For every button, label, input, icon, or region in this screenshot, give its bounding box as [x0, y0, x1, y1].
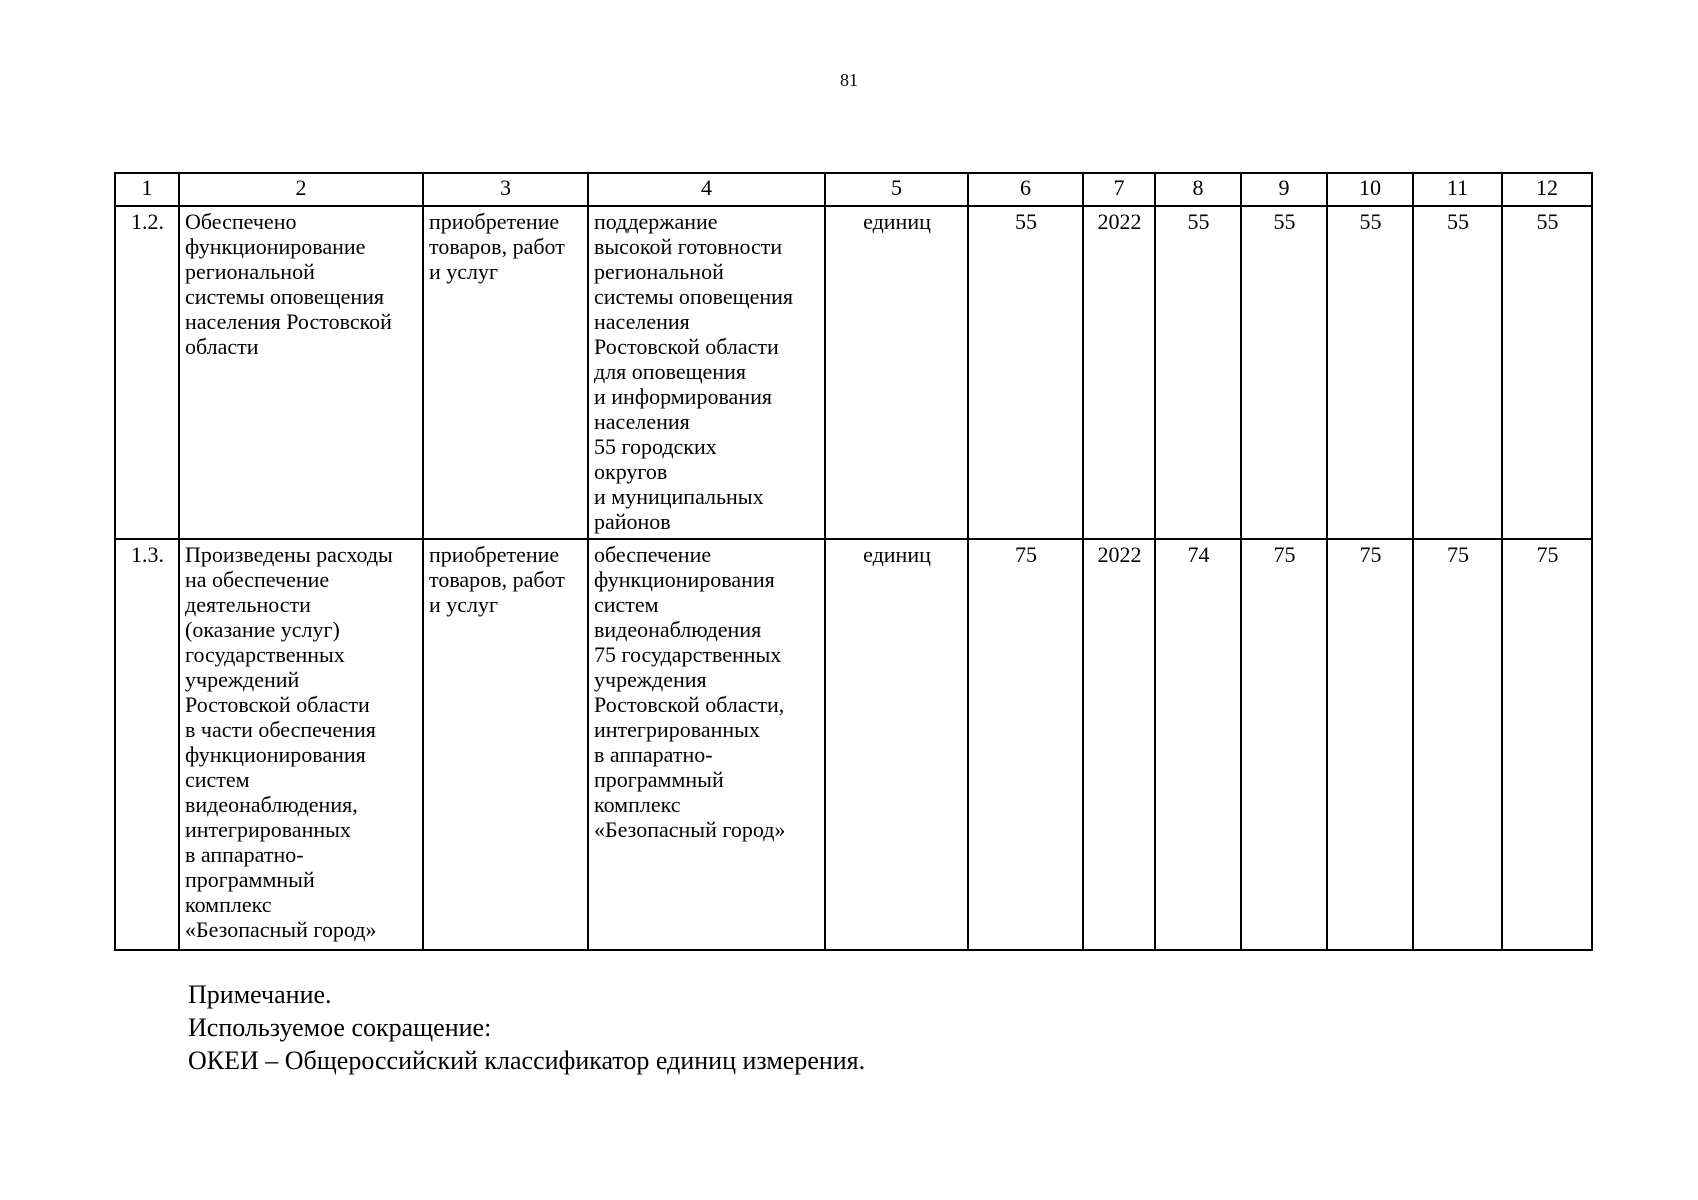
header-cell: 3 — [423, 173, 588, 206]
unit-cell: единиц — [825, 539, 968, 950]
base-value-cell: 55 — [968, 206, 1083, 539]
value-cell: 55 — [1327, 206, 1413, 539]
header-cell: 4 — [588, 173, 825, 206]
header-cell: 11 — [1413, 173, 1502, 206]
value-cell: 75 — [1327, 539, 1413, 950]
value-cell: 75 — [1413, 539, 1502, 950]
base-year-cell: 2022 — [1083, 539, 1155, 950]
header-cell: 7 — [1083, 173, 1155, 206]
base-year-cell: 2022 — [1083, 206, 1155, 539]
note-line: ОКЕИ – Общероссийский классификатор единиц измерения. — [188, 1046, 866, 1075]
result-type: приобретение товаров, работ и услуг — [423, 539, 588, 950]
result-characteristic: поддержание высокой готовности региональной системы оповещения населения Ростовской области для оповещения и информирования населения 55 городских округов и муниципальных районов — [588, 206, 825, 539]
note-block — [188, 978, 865, 1077]
header-cell: 6 — [968, 173, 1083, 206]
row-number: 1.2. — [115, 206, 179, 539]
note-line: Используемое сокращение: — [188, 1013, 492, 1042]
header-cell: 9 — [1241, 173, 1327, 206]
value-cell: 75 — [1241, 539, 1327, 950]
unit-cell: единиц — [825, 206, 968, 539]
header-cell: 1 — [115, 173, 179, 206]
value-cell: 74 — [1155, 539, 1241, 950]
header-cell: 12 — [1502, 173, 1592, 206]
page-number: 81 — [840, 70, 858, 90]
value-cell: 55 — [1502, 206, 1592, 539]
results-table — [114, 172, 1593, 951]
base-value-cell: 75 — [968, 539, 1083, 950]
result-characteristic: обеспечение функционирования систем видеонаблюдения 75 государственных учреждения Ростовской области, интегрированных в аппаратно- программный комплекс «Безопасный город» — [588, 539, 825, 950]
result-type: приобретение товаров, работ и услуг — [423, 206, 588, 539]
header-cell: 5 — [825, 173, 968, 206]
table-row — [115, 206, 1592, 539]
value-cell: 75 — [1502, 539, 1592, 950]
header-cell: 10 — [1327, 173, 1413, 206]
table-row — [115, 539, 1592, 950]
row-number: 1.3. — [115, 539, 179, 950]
header-cell: 2 — [179, 173, 423, 206]
table-header-row — [115, 173, 1592, 206]
header-cell: 8 — [1155, 173, 1241, 206]
note-title: Примечание. — [188, 980, 332, 1009]
value-cell: 55 — [1241, 206, 1327, 539]
value-cell: 55 — [1155, 206, 1241, 539]
result-name: Обеспечено функционирование региональной системы оповещения населения Ростовской области — [179, 206, 423, 539]
value-cell: 55 — [1413, 206, 1502, 539]
result-name: Произведены расходы на обеспечение деятельности (оказание услуг) государственных учреждений Ростовской области в части обеспечения функционирования систем видеонаблюдения, интегрированных в аппаратно- программный комплекс «Безопасный город» — [179, 539, 423, 950]
